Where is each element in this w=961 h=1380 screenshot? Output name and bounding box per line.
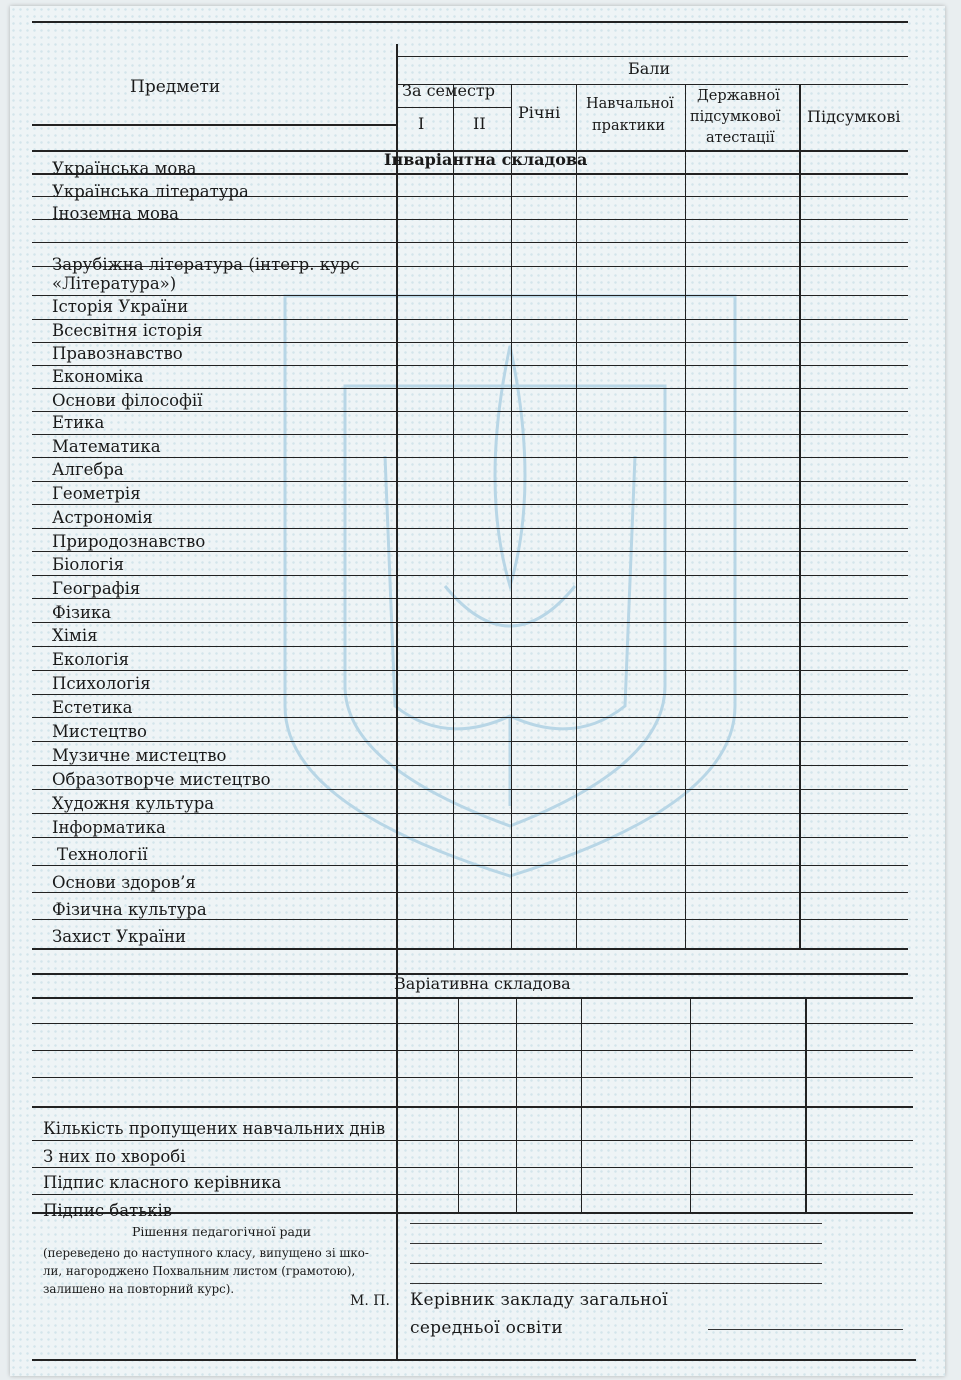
subject-name: Біологія: [52, 555, 125, 574]
subject-name: Художня культура: [52, 794, 215, 813]
subject-name: Основи здоров’я: [52, 873, 196, 892]
subjects-column-header: Предмети: [130, 77, 221, 97]
footer-row-label: З них по хворобі: [43, 1147, 186, 1166]
annual-header: Річні: [518, 103, 561, 122]
subject-name: Правознавство: [52, 344, 183, 363]
subject-name: Мистецтво: [52, 722, 147, 741]
subject-name: Основи філософії: [52, 391, 203, 410]
subject-name: Фізична культура: [52, 900, 207, 919]
subject-name: Захист України: [52, 927, 186, 946]
subject-name: Українська література: [52, 182, 249, 201]
trident-emblem-watermark: [265, 286, 755, 886]
decision-line[interactable]: [410, 1243, 822, 1244]
subject-name: Психологія: [52, 674, 151, 693]
subject-name: Українська мова: [52, 159, 197, 178]
grades-header: Бали: [628, 59, 671, 78]
state-attestation-header-line1: Державної: [697, 88, 780, 104]
subject-name: Зарубіжна література (інтегр. курс: [52, 255, 360, 274]
subject-name: Математика: [52, 437, 161, 456]
subject-name: Всесвітня історія: [52, 321, 203, 340]
practice-header-line2: практики: [592, 118, 666, 134]
subject-name: Етика: [52, 413, 105, 432]
subject-name: Природознавство: [52, 532, 206, 551]
semester-1-header: I: [418, 114, 425, 133]
director-label-line2: середньої освіти: [410, 1318, 563, 1338]
subject-name: Астрономія: [52, 508, 153, 527]
report-card-page: [10, 6, 945, 1376]
footer-row-label: Підпис класного керівника: [43, 1173, 282, 1192]
subject-name: Хімія: [52, 626, 98, 645]
semester-header: За семестр: [402, 81, 495, 100]
decision-line[interactable]: [410, 1283, 822, 1284]
state-attestation-header-line2: підсумкової: [690, 109, 781, 125]
subject-name: Естетика: [52, 698, 133, 717]
subject-name: Економіка: [52, 367, 144, 386]
state-attestation-header-line3: атестації: [706, 130, 775, 146]
director-label-line1: Керівник закладу загальної: [410, 1290, 668, 1310]
decision-line[interactable]: [410, 1263, 822, 1264]
variable-section-title: Варіативна складова: [394, 974, 571, 993]
subject-name: Іноземна мова: [52, 204, 180, 223]
footer-row-label: Кількість пропущених навчальних днів: [43, 1119, 386, 1138]
subject-name: Геометрія: [52, 484, 141, 503]
council-decision-note: (переведено до наступного класу, випущено зі шко-: [43, 1246, 369, 1260]
subject-name: Фізика: [52, 603, 112, 622]
seal-placeholder: М. П.: [350, 1293, 390, 1309]
subject-name: Історія України: [52, 297, 189, 316]
subject-name: «Література»): [52, 274, 177, 293]
semester-2-header: II: [473, 114, 486, 133]
council-decision-note: ли, нагороджено Похвальним листом (грамотою),: [43, 1264, 356, 1278]
subject-name: Образотворче мистецтво: [52, 770, 271, 789]
subject-name: Географія: [52, 579, 141, 598]
final-grades-header: Підсумкові: [807, 107, 901, 126]
council-decision-note: залишено на повторний курс).: [43, 1282, 235, 1296]
subject-name: Технології: [57, 845, 148, 864]
subject-name: Музичне мистецтво: [52, 746, 227, 765]
invariant-section-title: Інваріантна складова: [384, 150, 588, 169]
decision-line[interactable]: [410, 1223, 822, 1224]
director-signature-line[interactable]: [708, 1329, 903, 1330]
subject-name: Алгебра: [52, 460, 124, 479]
practice-header-line1: Навчальної: [586, 96, 674, 112]
subject-name: Екологія: [52, 650, 130, 669]
subject-name: Інформатика: [52, 818, 166, 837]
council-decision-title: Рішення педагогічної ради: [132, 1224, 312, 1239]
footer-row-label: Підпис батьків: [43, 1201, 173, 1220]
